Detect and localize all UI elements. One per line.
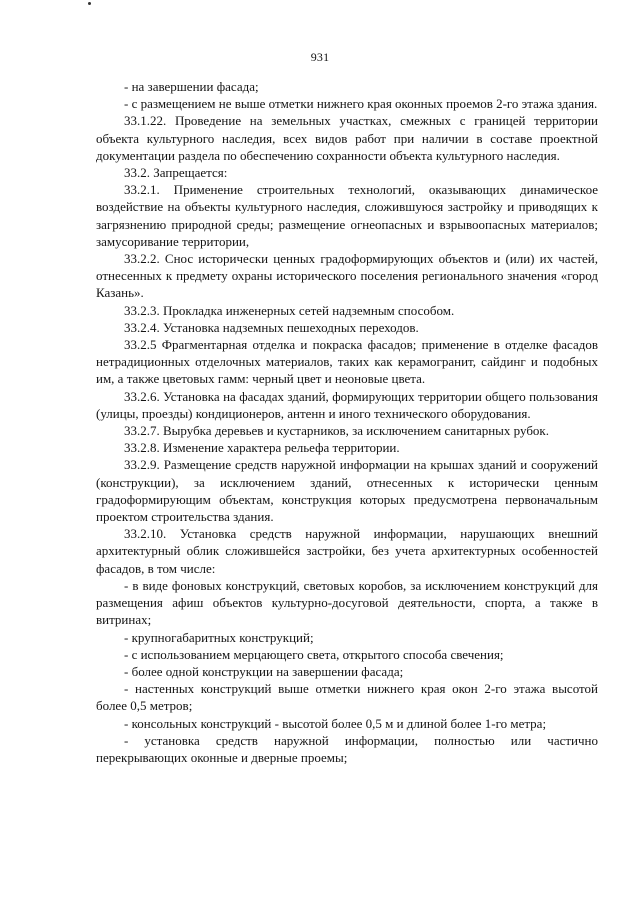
list-item: - консольных конструкций - высотой более 0,5 м и длиной более 1-го метра; (124, 715, 547, 731)
list-item: - более одной конструкции на завершении фасада; (124, 663, 404, 679)
paragraph: 33.2.7. Вырубка деревьев и кустарников, за исключением санитарных рубок. (124, 423, 549, 439)
list-item: - установка средств наружной информации, полностью или частично перекрывающих оконные и дверные проемы; (96, 732, 598, 765)
list-item: - с использованием мерцающего света, открытого способа свечения; (124, 646, 504, 662)
paragraph: 33.2.2. Снос исторически ценных градоформирующих объектов и (или) их частей, отнесенных к предмету охраны исторического поселения регионального значения «город Казань». (96, 251, 598, 301)
list-item: - крупногабаритных конструкций; (124, 629, 314, 645)
paragraph: 33.2.5 Фрагментарная отделка и покраска фасадов; применение в отделке фасадов нетрадиционных отделочных материалов, таких как керамогранит, сайдинг и подобных им, а также цветовых гамм: черный цвет и неоновые цвета. (96, 337, 598, 387)
scan-mark (88, 2, 91, 5)
list-item: - в виде фоновых конструкций, световых коробов, за исключением конструкций для размещения афиш объектов культурно-досуговой деятельности, спорта, а также в витринах; (96, 577, 598, 628)
document-body (96, 78, 598, 766)
paragraph: 33.2.9. Размещение средств наружной информации на крышах зданий и сооружений (конструкции), за исключением зданий, отнесенных к исторически ценным градоформирующим объектам, конструкция которых предусмотрена первоначальным проектом строительства здания. (96, 457, 598, 525)
list-item: - настенных конструкций выше отметки нижнего края окон 2-го этажа высотой более 0,5 метров; (96, 681, 598, 714)
paragraph: 33.1.22. Проведение на земельных участках, смежных с границей территории объекта культурного наследия, всех видов работ при наличии в составе проектной документации раздела по обеспечению сохранности объекта культурного наследия. (96, 113, 598, 163)
paragraph: 33.2.10. Установка средств наружной информации, нарушающих внешний архитектурный облик сложившейся застройки, без учета архитектурных особенностей фасадов, в том числе: (96, 526, 598, 576)
paragraph: 33.2.4. Установка надземных пешеходных переходов. (124, 319, 419, 335)
paragraph: 33.2.3. Прокладка инженерных сетей надземным способом. (124, 302, 455, 318)
paragraph: 33.2.6. Установка на фасадах зданий, формирующих территории общего пользования (улицы, проезды) кондиционеров, антенн и иного технического оборудования. (96, 388, 598, 421)
page-number: 931 (310, 50, 330, 64)
paragraph: 33.2.1. Применение строительных технологий, оказывающих динамическое воздействие на объекты культурного наследия, сложившуюся застройку и приводящих к загрязнению природной среды; размещение огнеопасных и взрывоопасных материалов; замусоривание территории, (96, 182, 598, 249)
paragraph: 33.2.8. Изменение характера рельефа территории. (124, 440, 400, 456)
paragraph: 33.2. Запрещается: (124, 165, 228, 181)
paragraph: - на завершении фасада; (124, 79, 259, 94)
paragraph: - с размещением не выше отметки нижнего края оконных проемов 2-го этажа здания. (124, 96, 598, 112)
